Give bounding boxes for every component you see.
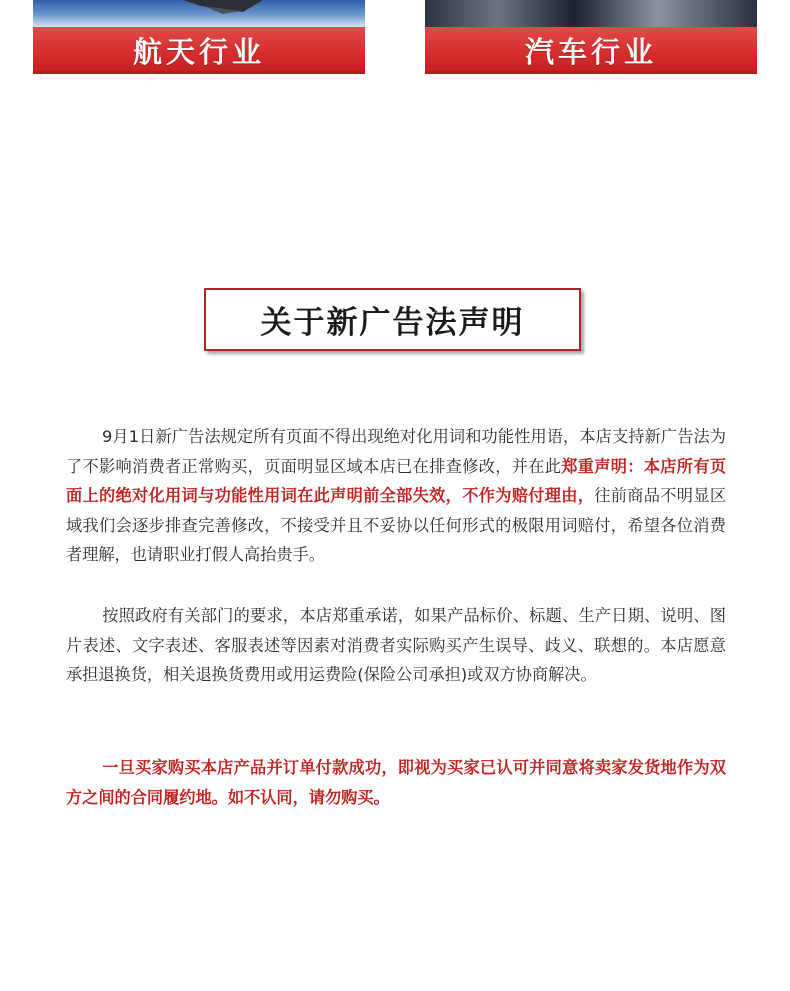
aerospace-photo (33, 0, 365, 27)
automotive-banner (425, 0, 757, 74)
automotive-label-bar (425, 27, 757, 74)
notice-paragraph-2 (66, 601, 726, 690)
notice-p1-text-b: 往前商品不明显区域我们会逐步排查完善修改，不接受并且不妥协以任何形式的极限用词赔付，希望各位消费者理解，也请职业打假人高抬贵手。 (66, 486, 727, 564)
automotive-label: 汽车行业 (524, 35, 657, 69)
notice-paragraph-3 (66, 753, 726, 812)
notice-paragraph-1 (66, 422, 726, 570)
airplane-icon (183, 0, 263, 14)
notice-title: 关于新广告法声明 (260, 305, 525, 341)
notice-p2-text: 按照政府有关部门的要求，本店郑重承诺，如果产品标价、标题、生产日期、说明、图片表述、文字表述、客服表述等因素对消费者实际购买产生误导、歧义、联想的。本店愿意承担退换货，相关退换货费用或用运费险(保险公司承担)或双方协商解决。 (66, 606, 726, 684)
notice-p1-highlight: 郑重声明：本店所有页面上的绝对化用词与功能性用词在此声明前全部失效，不作为赔付理由， (66, 456, 727, 505)
aerospace-label-bar (33, 27, 365, 74)
notice-title-box (204, 288, 581, 351)
aerospace-banner (33, 0, 365, 74)
notice-p3-highlight: 一旦买家购买本店产品并订单付款成功，即视为买家已认可并同意将卖家发货地作为双方之间的合同履约地。如不认同，请勿购买。 (66, 758, 726, 807)
aerospace-label: 航天行业 (132, 35, 265, 69)
automotive-photo (425, 0, 757, 27)
notice-p1-text-a: 9月1日新广告法规定所有页面不得出现绝对化用词和功能性用语，本店支持新广告法为了不影响消费者正常购买，页面明显区域本店已在排查修改，并在此 (66, 427, 726, 476)
